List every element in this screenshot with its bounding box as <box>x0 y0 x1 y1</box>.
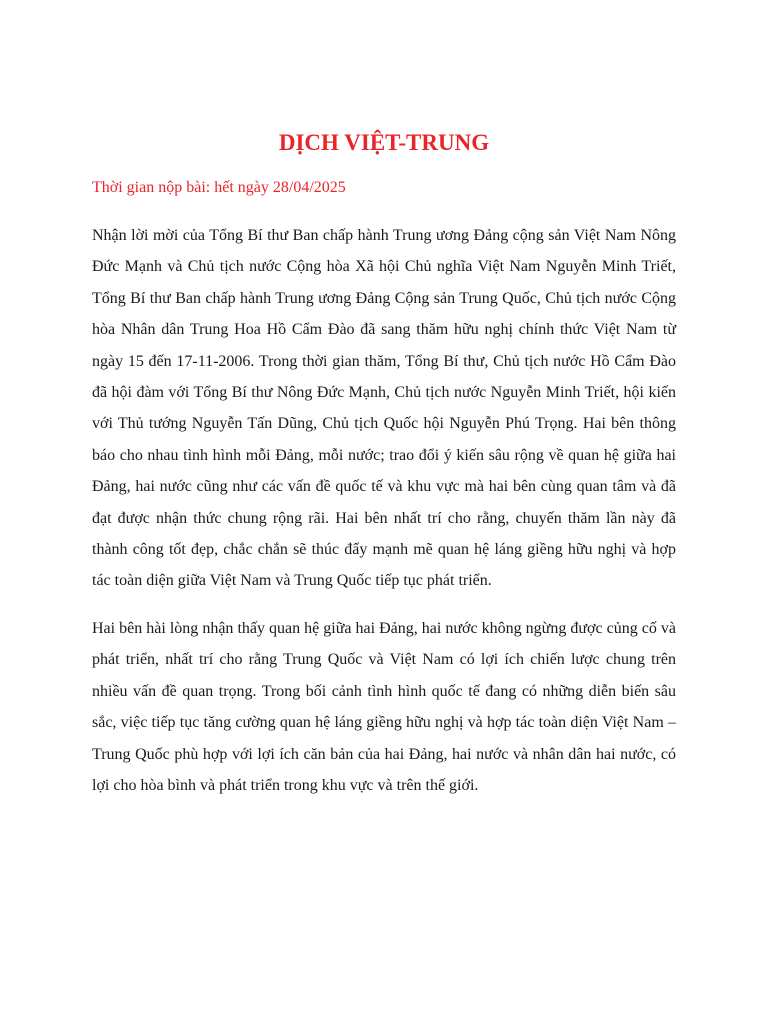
paragraph-1: Nhận lời mời của Tổng Bí thư Ban chấp hành Trung ương Đảng cộng sản Việt Nam Nông Đức Mạnh và Chủ tịch nước Cộng hòa Xã hội Chủ nghĩa Việt Nam Nguyễn Minh Triết, Tổng Bí thư Ban chấp hành Trung ương Đảng Cộng sản Trung Quốc, Chủ tịch nước Cộng hòa Nhân dân Trung Hoa Hồ Cẩm Đào đã sang thăm hữu nghị chính thức Việt Nam từ ngày 15 đến 17-11-2006. Trong thời gian thăm, Tổng Bí thư, Chủ tịch nước Hồ Cẩm Đào đã hội đàm với Tổng Bí thư Nông Đức Mạnh, Chủ tịch nước Nguyễn Minh Triết, hội kiến với Thủ tướng Nguyễn Tấn Dũng, Chủ tịch Quốc hội Nguyễn Phú Trọng. Hai bên thông báo cho nhau tình hình mỗi Đảng, mỗi nước; trao đổi ý kiến sâu rộng về quan hệ giữa hai Đảng, hai nước cũng như các vấn đề quốc tế và khu vực mà hai bên cùng quan tâm và đã đạt được nhận thức chung rộng rãi. Hai bên nhất trí cho rằng, chuyến thăm lần này đã thành công tốt đẹp, chắc chắn sẽ thúc đẩy mạnh mẽ quan hệ láng giềng hữu nghị và hợp tác toàn diện giữa Việt Nam và Trung Quốc tiếp tục phát triển. <box>92 227 676 590</box>
document-body <box>92 220 676 801</box>
submission-deadline: Thời gian nộp bài: hết ngày 28/04/2025 <box>92 179 346 196</box>
document-title: DỊCH VIỆT-TRUNG <box>278 130 490 155</box>
paragraph-2: Hai bên hài lòng nhận thấy quan hệ giữa hai Đảng, hai nước không ngừng được củng cố và phát triển, nhất trí cho rằng Trung Quốc và Việt Nam có lợi ích chiến lược chung trên nhiều vấn đề quan trọng. Trong bối cảnh tình hình quốc tế đang có những diễn biến sâu sắc, việc tiếp tục tăng cường quan hệ láng giềng hữu nghị và hợp tác toàn diện Việt Nam – Trung Quốc phù hợp với lợi ích căn bản của hai Đảng, hai nước và nhân dân hai nước, có lợi cho hòa bình và phát triển trong khu vực và trên thế giới. <box>92 619 676 794</box>
